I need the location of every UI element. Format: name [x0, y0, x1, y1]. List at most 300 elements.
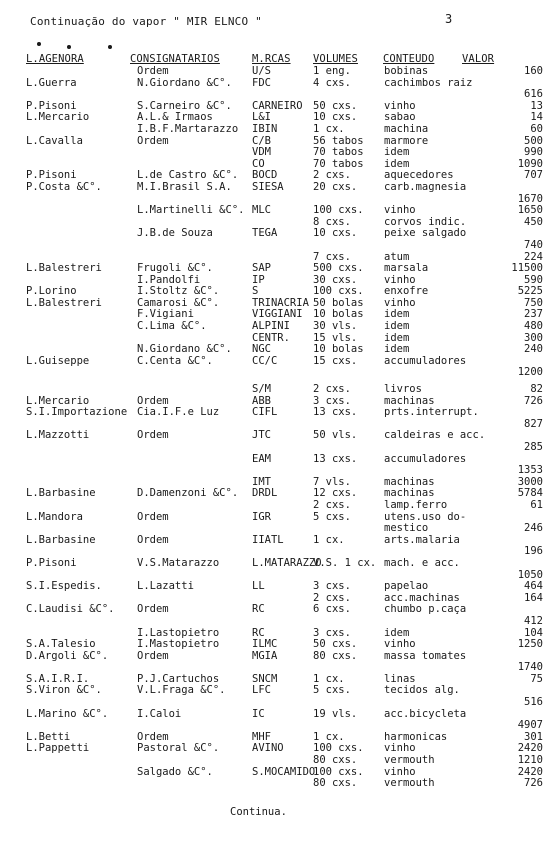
- table-row: [0, 755, 547, 767]
- value-cell: 60: [530, 122, 543, 135]
- volumes-cell: 100 cxs.: [313, 204, 364, 217]
- volumes-cell: 5 cxs.: [313, 684, 351, 697]
- table-row: [0, 651, 547, 663]
- volumes-cell: 15 vls.: [313, 331, 358, 344]
- goods-cell: vinho: [384, 204, 416, 217]
- agent-cell: P.Pisoni: [26, 169, 77, 182]
- consignee-cell: V.S.Matarazzo: [137, 556, 220, 569]
- volumes-cell: 100 cxs.: [313, 765, 364, 778]
- mark-cell: IC: [252, 707, 265, 720]
- consignee-cell: I.Lastopietro: [137, 626, 220, 639]
- volumes-cell: 6 cxs.: [313, 603, 351, 616]
- goods-cell: idem: [384, 626, 410, 639]
- ink-dot: [67, 45, 71, 49]
- volumes-cell: 1 eng.: [313, 65, 351, 77]
- agent-cell: S.I.Espedis.: [26, 580, 102, 593]
- volumes-cell: 80 cxs.: [313, 754, 358, 767]
- mark-cell: U/S: [252, 65, 271, 77]
- volumes-cell: 100 cxs.: [313, 742, 364, 755]
- volumes-cell: 3 cxs.: [313, 580, 351, 593]
- value-cell: 412: [524, 614, 543, 627]
- volumes-cell: 1 cx.: [313, 122, 345, 135]
- table-row: [0, 616, 547, 628]
- consignee-cell: Camarosi &C°.: [137, 296, 220, 309]
- table-row: [0, 500, 547, 512]
- column-header-volumes: VOLUMES: [313, 53, 358, 65]
- volumes-cell: 70 tabos: [313, 157, 364, 170]
- column-header-value: VALOR: [462, 53, 495, 65]
- table-row: [0, 321, 547, 333]
- consignee-cell: P.J.Cartuchos: [137, 672, 220, 685]
- agent-cell: P.Costa &C°.: [26, 180, 102, 193]
- mark-cell: TEGA: [252, 227, 278, 240]
- mark-cell: RC: [252, 626, 265, 639]
- table-row: [0, 604, 547, 616]
- table-row: [0, 182, 547, 194]
- volumes-cell: 500 cxs.: [313, 262, 364, 275]
- goods-cell: acc.bicycleta: [384, 707, 467, 720]
- value-cell: 3000: [517, 475, 543, 488]
- goods-cell: caldeiras e acc.: [384, 429, 486, 442]
- value-cell: 1650: [517, 204, 543, 217]
- goods-cell: papelao: [384, 580, 429, 593]
- consignee-cell: Frugoli &C°.: [137, 262, 213, 275]
- mark-cell: CO: [252, 157, 265, 170]
- value-cell: 4907: [517, 719, 543, 732]
- consignee-cell: L.Martinelli &C°.: [137, 204, 245, 217]
- consignee-cell: A.L.& Irmaos: [137, 111, 213, 124]
- agent-cell: P.Pisoni: [26, 99, 77, 112]
- table-row: [0, 384, 547, 396]
- volumes-cell: 13 cxs.: [313, 406, 358, 419]
- table-row: [0, 78, 547, 90]
- mark-cell: ABB: [252, 394, 271, 407]
- agent-cell: L.Mercario: [26, 111, 90, 124]
- mark-cell: JTC: [252, 429, 271, 442]
- volumes-cell: 3 cxs.: [313, 394, 351, 407]
- agent-cell: L.Guerra: [26, 76, 77, 89]
- goods-cell: vinho: [384, 638, 416, 651]
- consignee-cell: I.Caloi: [137, 707, 182, 720]
- mark-cell: AVINO: [252, 742, 284, 755]
- goods-cell: marsala: [384, 262, 429, 275]
- goods-cell: machinas: [384, 394, 435, 407]
- table-row: [0, 136, 547, 148]
- value-cell: 1050: [517, 568, 543, 581]
- goods-cell: arts.malaria: [384, 533, 460, 546]
- value-cell: 224: [524, 250, 543, 263]
- value-cell: 196: [524, 545, 543, 558]
- goods-cell: vermouth: [384, 754, 435, 767]
- consignee-cell: J.B.de Souza: [137, 227, 213, 240]
- consignee-cell: I.Pandolfi: [137, 273, 201, 286]
- volumes-cell: 1 cx.: [313, 730, 345, 743]
- volumes-cell: 19 vls.: [313, 707, 358, 720]
- table-row: [0, 275, 547, 287]
- value-cell: 516: [524, 696, 543, 709]
- column-header-consignee: CONSIGNATARIOS: [130, 53, 220, 65]
- value-cell: 1670: [517, 192, 543, 205]
- goods-cell: atum: [384, 250, 410, 263]
- value-cell: 726: [524, 394, 543, 407]
- volumes-cell: 7 cxs.: [313, 250, 351, 263]
- value-cell: 616: [524, 88, 543, 101]
- table-row: [0, 430, 547, 442]
- value-cell: 5225: [517, 285, 543, 298]
- value-cell: 11500: [511, 262, 543, 275]
- value-cell: 450: [524, 215, 543, 228]
- table-row: [0, 558, 547, 570]
- value-cell: 240: [524, 343, 543, 356]
- value-cell: 75: [530, 672, 543, 685]
- consignee-cell: Ordem: [137, 429, 169, 442]
- mark-cell: LFC: [252, 684, 271, 697]
- goods-cell: machinas: [384, 487, 435, 500]
- consignee-cell: Ordem: [137, 603, 169, 616]
- table-row: [0, 685, 547, 697]
- value-cell: 1210: [517, 754, 543, 767]
- table-row: [0, 697, 547, 709]
- table-row: [0, 333, 547, 345]
- value-cell: 2420: [517, 742, 543, 755]
- consignee-cell: Ordem: [137, 649, 169, 662]
- mark-cell: IGR: [252, 510, 271, 523]
- volumes-cell: 4 cxs.: [313, 76, 351, 89]
- mark-cell: CARNEIRO: [252, 99, 303, 112]
- manifest-table: [0, 66, 547, 790]
- goods-cell: mach. e acc.: [384, 556, 460, 569]
- goods-cell: peixe salgado: [384, 227, 467, 240]
- table-row: [0, 66, 547, 78]
- value-cell: 707: [524, 169, 543, 182]
- volumes-cell: 2 cxs.: [313, 591, 351, 604]
- mark-cell: L.MATARAZZO: [252, 556, 322, 569]
- table-row: [0, 767, 547, 779]
- goods-cell: accumuladores: [384, 354, 467, 367]
- table-row: [0, 454, 547, 466]
- value-cell: 237: [524, 308, 543, 321]
- volumes-cell: 50 bolas: [313, 296, 364, 309]
- goods-cell: corvos indic.: [384, 215, 467, 228]
- value-cell: 14: [530, 111, 543, 124]
- value-cell: 160: [524, 65, 543, 77]
- table-row: [0, 778, 547, 790]
- mark-cell: VIGGIANI: [252, 308, 303, 321]
- value-cell: 301: [524, 730, 543, 743]
- goods-cell: harmonicas: [384, 730, 448, 743]
- mark-cell: SNCM: [252, 672, 278, 685]
- mark-cell: SIESA: [252, 180, 284, 193]
- mark-cell: S/M: [252, 383, 271, 396]
- consignee-cell: Ordem: [137, 533, 169, 546]
- goods-cell: massa tomates: [384, 649, 467, 662]
- agent-cell: L.Pappetti: [26, 742, 90, 755]
- volumes-cell: 1 cx.: [313, 672, 345, 685]
- page-number: 3: [445, 12, 453, 26]
- goods-cell: cachimbos raiz: [384, 76, 473, 89]
- volumes-cell: 56 tabos: [313, 134, 364, 147]
- table-row: [0, 240, 547, 252]
- document-title: Continuação do vapor " MIR ELNCO ": [30, 15, 262, 28]
- agent-cell: S.I.Importazione: [26, 406, 128, 419]
- consignee-cell: L.de Castro &C°.: [137, 169, 239, 182]
- table-row: [0, 488, 547, 500]
- mark-cell: NGC: [252, 343, 271, 356]
- goods-cell: vinho: [384, 273, 416, 286]
- mark-cell: BOCD: [252, 169, 278, 182]
- mark-cell: RC: [252, 603, 265, 616]
- volumes-cell: 2 cxs.: [313, 383, 351, 396]
- volumes-cell: 100 cxs.: [313, 285, 364, 298]
- volumes-cell: 50 vls.: [313, 429, 358, 442]
- volumes-cell: 80 cxs.: [313, 649, 358, 662]
- agent-cell: L.Betti: [26, 730, 71, 743]
- agent-cell: L.Mercario: [26, 394, 90, 407]
- consignee-cell: Pastoral &C°.: [137, 742, 220, 755]
- table-row: [0, 743, 547, 755]
- volumes-cell: 1 cx.: [313, 533, 345, 546]
- goods-cell: lamp.ferro: [384, 498, 448, 511]
- volumes-cell: 15 cxs.: [313, 354, 358, 367]
- consignee-cell: Ordem: [137, 730, 169, 743]
- value-cell: 61: [530, 498, 543, 511]
- volumes-cell: 30 vls.: [313, 320, 358, 333]
- goods-cell: marmore: [384, 134, 429, 147]
- ink-dot: [108, 45, 112, 49]
- goods-cell: accumuladores: [384, 452, 467, 465]
- goods-cell: chumbo p.caça: [384, 603, 467, 616]
- goods-cell: machina: [384, 122, 429, 135]
- consignee-cell: I.Mastopietro: [137, 638, 220, 651]
- agent-cell: L.Mandora: [26, 510, 83, 523]
- value-cell: 164: [524, 591, 543, 604]
- value-cell: 300: [524, 331, 543, 344]
- volumes-cell: 2 cxs.: [313, 498, 351, 511]
- value-cell: 500: [524, 134, 543, 147]
- value-cell: 285: [524, 441, 543, 453]
- goods-cell: acc.machinas: [384, 591, 460, 604]
- volumes-cell: 5 cxs.: [313, 510, 351, 523]
- table-row: [0, 639, 547, 651]
- goods-cell: idem: [384, 308, 410, 321]
- table-row: [0, 367, 547, 379]
- consignee-cell: V.L.Fraga &C°.: [137, 684, 226, 697]
- consignee-cell: Ordem: [137, 394, 169, 407]
- agent-cell: S.A.Talesio: [26, 638, 96, 651]
- table-row: [0, 523, 547, 535]
- value-cell: 740: [524, 238, 543, 251]
- volumes-cell: 10 cxs.: [313, 227, 358, 240]
- goods-cell: idem: [384, 320, 410, 333]
- agent-cell: L.Cavalla: [26, 134, 83, 147]
- volumes-cell: 50 cxs.: [313, 638, 358, 651]
- agent-cell: L.Balestreri: [26, 262, 102, 275]
- table-row: [0, 709, 547, 721]
- consignee-cell: Ordem: [137, 65, 169, 77]
- mark-cell: L&I: [252, 111, 271, 124]
- goods-cell: linas: [384, 672, 416, 685]
- value-cell: 590: [524, 273, 543, 286]
- value-cell: 827: [524, 417, 543, 430]
- mark-cell: ILMC: [252, 638, 278, 651]
- mark-cell: S.MOCAMIDO: [252, 765, 316, 778]
- value-cell: 726: [524, 777, 543, 790]
- table-row: [0, 228, 547, 240]
- value-cell: 104: [524, 626, 543, 639]
- agent-cell: L.Barbasine: [26, 533, 96, 546]
- goods-cell: idem: [384, 157, 410, 170]
- column-header-goods: CONTEUDO: [383, 53, 435, 65]
- agent-cell: L.Marino &C°.: [26, 707, 109, 720]
- volumes-cell: 7 vls.: [313, 475, 351, 488]
- consignee-cell: I.B.F.Martarazzo: [137, 122, 239, 135]
- volumes-cell: 8 cxs.: [313, 215, 351, 228]
- column-header-agent: L.AGENORA: [26, 53, 84, 65]
- mark-cell: MHF: [252, 730, 271, 743]
- volumes-cell: 12 cxs.: [313, 487, 358, 500]
- value-cell: 1200: [517, 366, 543, 379]
- agent-cell: P.Pisoni: [26, 556, 77, 569]
- consignee-cell: C.Lima &C°.: [137, 320, 207, 333]
- value-cell: 1250: [517, 638, 543, 651]
- mark-cell: MLC: [252, 204, 271, 217]
- agent-cell: D.Argoli &C°.: [26, 649, 109, 662]
- goods-cell: bobinas: [384, 65, 429, 77]
- value-cell: 480: [524, 320, 543, 333]
- column-header-mark: M.RCAS: [252, 53, 291, 65]
- goods-cell: aquecedores: [384, 169, 454, 182]
- table-row: [0, 194, 547, 206]
- value-cell: 5784: [517, 487, 543, 500]
- mark-cell: FDC: [252, 76, 271, 89]
- goods-cell: idem: [384, 343, 410, 356]
- consignee-cell: Ordem: [137, 134, 169, 147]
- value-cell: 2420: [517, 765, 543, 778]
- goods-cell: vinho: [384, 296, 416, 309]
- agent-cell: S.A.I.R.I.: [26, 672, 90, 685]
- mark-cell: CC/C: [252, 354, 278, 367]
- goods-cell: carb.magnesia: [384, 180, 467, 193]
- goods-cell: vermouth: [384, 777, 435, 790]
- mark-cell: TRINACRIA: [252, 296, 309, 309]
- consignee-cell: N.Giordano &C°.: [137, 76, 232, 89]
- consignee-cell: S.Carneiro &C°.: [137, 99, 232, 112]
- mark-cell: IP: [252, 273, 265, 286]
- goods-cell: enxofre: [384, 285, 429, 298]
- ink-dot: [37, 42, 41, 46]
- consignee-cell: N.Giordano &C°.: [137, 343, 232, 356]
- value-cell: 82: [530, 383, 543, 396]
- mark-cell: IMT: [252, 475, 271, 488]
- value-cell: 1353: [517, 464, 543, 477]
- mark-cell: CIFL: [252, 406, 278, 419]
- table-row: [0, 124, 547, 136]
- mark-cell: IIATL: [252, 533, 284, 546]
- consignee-cell: L.Lazatti: [137, 580, 194, 593]
- agent-cell: L.Balestreri: [26, 296, 102, 309]
- volumes-cell: 10 bolas: [313, 343, 364, 356]
- agent-cell: L.Guiseppe: [26, 354, 90, 367]
- mark-cell: SAP: [252, 262, 271, 275]
- value-cell: 990: [524, 146, 543, 159]
- agent-cell: C.Laudisi &C°.: [26, 603, 115, 616]
- table-row: [0, 263, 547, 275]
- mark-cell: DRDL: [252, 487, 278, 500]
- agent-cell: P.Lorino: [26, 285, 77, 298]
- volumes-cell: 2 cxs.: [313, 169, 351, 182]
- agent-cell: S.Viron &C°.: [26, 684, 102, 697]
- table-row: [0, 407, 547, 419]
- volumes-cell: 50 cxs.: [313, 99, 358, 112]
- volumes-cell: V.S. 1 cx.: [313, 556, 377, 569]
- mark-cell: EAM: [252, 452, 271, 465]
- volumes-cell: 13 cxs.: [313, 452, 358, 465]
- table-row: [0, 356, 547, 368]
- mark-cell: C/B: [252, 134, 271, 147]
- volumes-cell: 70 tabos: [313, 146, 364, 159]
- goods-cell: machinas: [384, 475, 435, 488]
- agent-cell: L.Barbasine: [26, 487, 96, 500]
- continuation-note: Continua.: [230, 806, 287, 818]
- goods-cell: utens.uso do-: [384, 510, 467, 523]
- consignee-cell: D.Damenzoni &C°.: [137, 487, 239, 500]
- table-row: [0, 442, 547, 454]
- value-cell: 1740: [517, 661, 543, 674]
- table-row: [0, 720, 547, 732]
- table-row: [0, 205, 547, 217]
- goods-cell: vinho: [384, 742, 416, 755]
- volumes-cell: 3 cxs.: [313, 626, 351, 639]
- goods-cell: idem: [384, 331, 410, 344]
- consignee-cell: Salgado &C°.: [137, 765, 213, 778]
- consignee-cell: F.Vigiani: [137, 308, 194, 321]
- goods-cell: mestico: [384, 522, 429, 535]
- mark-cell: CENTR.: [252, 331, 290, 344]
- mark-cell: VDM: [252, 146, 271, 159]
- goods-cell: idem: [384, 146, 410, 159]
- value-cell: 750: [524, 296, 543, 309]
- mark-cell: IBIN: [252, 122, 278, 135]
- value-cell: 1090: [517, 157, 543, 170]
- agent-cell: L.Mazzotti: [26, 429, 90, 442]
- goods-cell: prts.interrupt.: [384, 406, 479, 419]
- consignee-cell: Ordem: [137, 510, 169, 523]
- consignee-cell: Cia.I.F.e Luz: [137, 406, 220, 419]
- consignee-cell: C.Centa &C°.: [137, 354, 213, 367]
- table-row: [0, 535, 547, 547]
- value-cell: 13: [530, 99, 543, 112]
- goods-cell: livros: [384, 383, 422, 396]
- volumes-cell: 10 cxs.: [313, 111, 358, 124]
- volumes-cell: 30 cxs.: [313, 273, 358, 286]
- table-row: [0, 581, 547, 593]
- mark-cell: S: [252, 285, 259, 298]
- goods-cell: vinho: [384, 99, 416, 112]
- value-cell: 464: [524, 580, 543, 593]
- goods-cell: tecidos alg.: [384, 684, 460, 697]
- goods-cell: sabao: [384, 111, 416, 124]
- volumes-cell: 20 cxs.: [313, 180, 358, 193]
- consignee-cell: I.Stoltz &C°.: [137, 285, 220, 298]
- value-cell: 246: [524, 522, 543, 535]
- volumes-cell: 80 cxs.: [313, 777, 358, 790]
- mark-cell: ALPINI: [252, 320, 290, 333]
- goods-cell: vinho: [384, 765, 416, 778]
- table-row: [0, 465, 547, 477]
- mark-cell: LL: [252, 580, 265, 593]
- table-row: [0, 512, 547, 524]
- mark-cell: MGIA: [252, 649, 278, 662]
